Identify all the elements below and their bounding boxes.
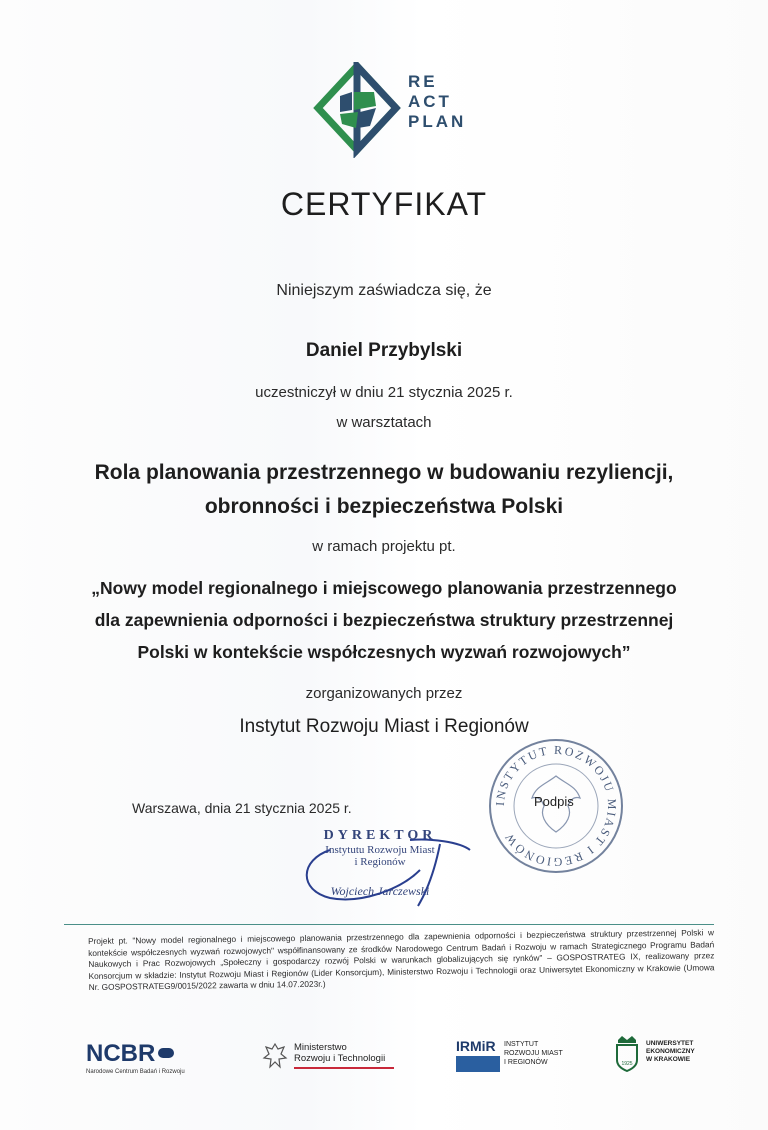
react-plan-logo	[312, 62, 482, 158]
logo-line-re: RE	[408, 72, 438, 91]
organizer-name: Instytut Rozwoju Miast i Regionów	[239, 716, 529, 737]
uek-line-1: UNIWERSYTET	[646, 1040, 694, 1047]
logo-line-act: ACT	[408, 92, 452, 111]
ncbr-logo	[86, 1040, 185, 1075]
director-name: Wojciech Jarczewski	[330, 884, 430, 898]
workshop-topic-line-1: Rola planowania przestrzennego w budowaniu rezyliencji,	[94, 461, 674, 484]
irmir-mark: IRMiR	[456, 1038, 496, 1054]
certificate-intro: Niniejszym zaświadcza się, że	[276, 282, 492, 299]
workshop-topic	[40, 456, 728, 524]
irmir-logo	[456, 1038, 563, 1066]
certificate-title: CERTYFIKAT	[280, 186, 488, 222]
project-title	[40, 572, 728, 668]
footer-separator	[64, 924, 714, 925]
irmir-line-3: I REGIONÓW	[504, 1059, 548, 1066]
uek-crest-icon	[614, 1034, 640, 1072]
organized-by: zorganizowanych przez	[305, 685, 463, 702]
seal-ring-text: INSTYTUT ROZWOJU MIAST I REGIONÓW	[492, 742, 620, 870]
polish-eagle-icon	[262, 1042, 288, 1070]
participation-date: uczestniczył w dniu 21 stycznia 2025 r.	[255, 384, 513, 401]
signature-label: Podpis	[534, 794, 574, 809]
project-title-line-2: dla zapewnienia odporności i bezpieczeństwa struktury przestrzennej	[94, 610, 674, 630]
project-intro: w ramach projektu pt.	[312, 538, 456, 555]
ncbr-dots-icon	[158, 1048, 174, 1058]
workshop-intro: w warsztatach	[336, 414, 432, 431]
date-place: Warszawa, dnia 21 stycznia 2025 r.	[132, 800, 352, 816]
ministry-red-bar	[294, 1067, 394, 1069]
ministry-line-2: Rozwoju i Technologii	[294, 1053, 386, 1064]
director-institute-line-2: i Regionów	[354, 856, 406, 868]
handwritten-signature-icon	[290, 820, 480, 910]
logo-line-plan: PLAN	[408, 112, 467, 131]
director-institute-line-1: Instytutu Rozwoju Miast	[325, 844, 435, 856]
ncbr-subtitle: Narodowe Centrum Badań i Rozwoju	[86, 1069, 185, 1075]
react-plan-logo-mark-icon	[312, 62, 402, 158]
ministry-line-1: Ministerstwo	[294, 1042, 347, 1053]
project-title-line-1: „Nowy model regionalnego i miejscowego planowania przestrzennego	[91, 578, 677, 598]
uek-year: 1925	[621, 1061, 633, 1067]
react-plan-logo-text	[408, 72, 466, 132]
participant-name: Daniel Przybylski	[305, 340, 463, 361]
director-title: DYREKTOR	[323, 828, 437, 843]
uek-line-3: W KRAKOWIE	[646, 1056, 691, 1063]
irmir-line-2: ROZWOJU MIAST	[504, 1050, 563, 1057]
footer-funding-note: Projekt pt. "Nowy model regionalnego i miejscowego planowania przestrzennego dla zapewnienia odporności i bezpieczeństwa struktury przestrzennej Polski w kontekście współczesnych wyzwań rozwojowych" współfinansowany ze środków Narodowego Centrum Badań i Rozwoju w ramach Strategicznego Programu Badań Naukowych i Prac Rozwojowych „Społeczny i gospodarczy rozwój Polski w warunkach globalizujących się rynków” – GOSPOSTRATEG IX, realizowany przez Konsorcjum w składzie: Instytut Rozwoju Miast i Regionów (Lider Konsorcjum), Ministerstwo Rozwoju i Technologii oraz Uniwersytet Ekonomiczny w Krakowie (Umowa Nr. GOSPOSTRATEG9/0015/2022 zawarta w dniu 14.07.2023r.)	[88, 927, 715, 992]
irmir-block-icon	[456, 1056, 500, 1072]
project-title-line-3: Polski w kontekście współczesnych wyzwań rozwojowych”	[137, 642, 631, 662]
workshop-topic-line-2: obronności i bezpieczeństwa Polski	[204, 495, 564, 518]
irmir-line-1: INSTYTUT	[504, 1041, 539, 1048]
uek-line-2: EKONOMICZNY	[646, 1048, 695, 1055]
ncbr-mark: NCBR	[86, 1040, 156, 1067]
